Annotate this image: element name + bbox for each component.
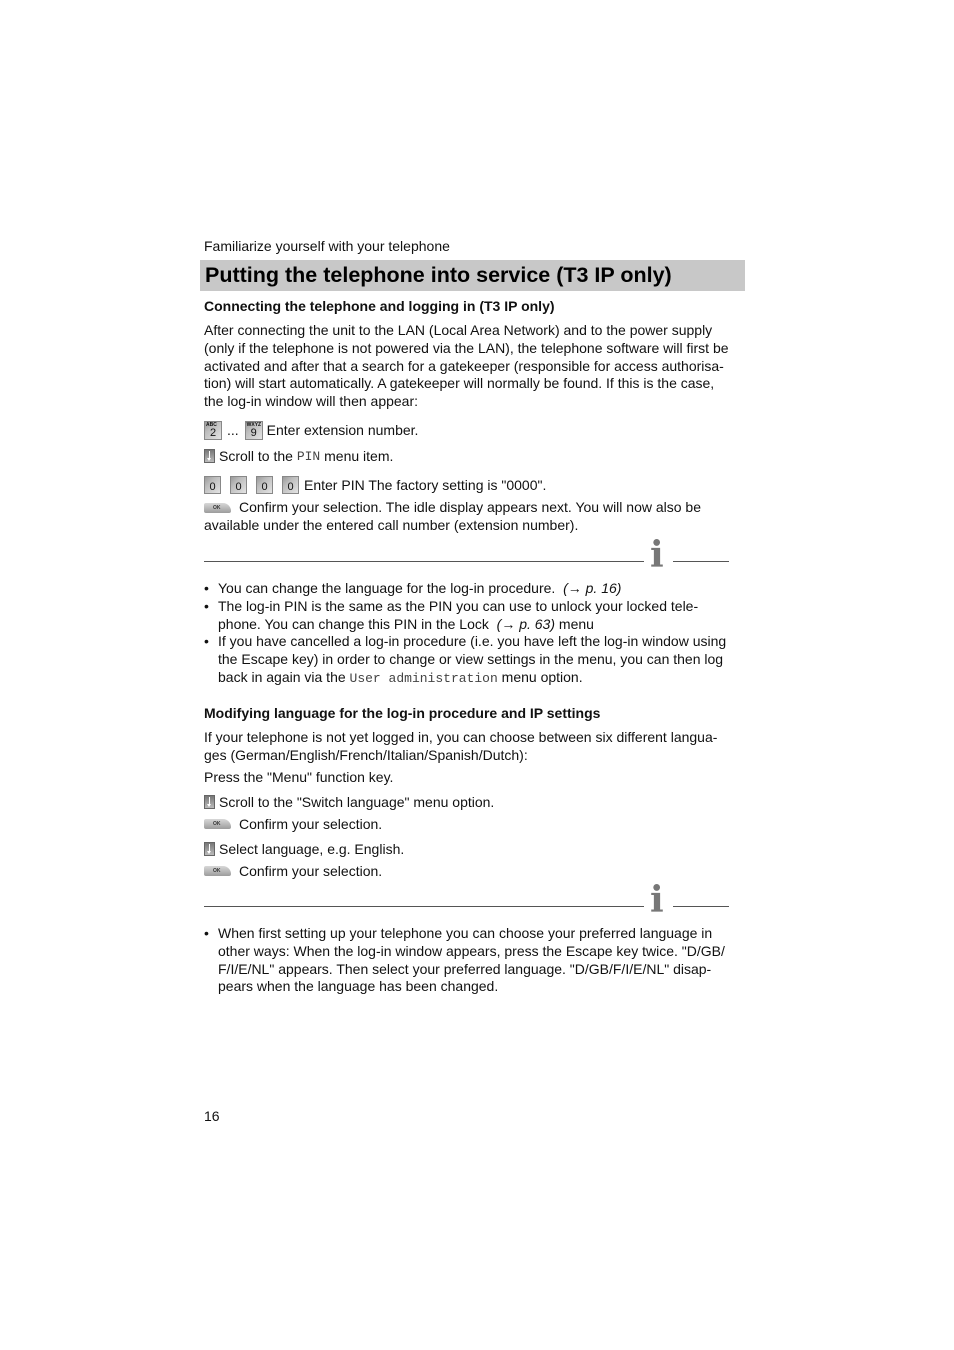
intro-line: activated and after that a search for a gatekeeper (responsible for access authorisa- [204, 357, 724, 374]
keypad-0-icon: 0 [256, 476, 273, 494]
info-icon: i [650, 879, 664, 921]
keypad-0-icon: 0 [230, 476, 247, 494]
scroll-down-icon [204, 795, 215, 809]
keypad-0-icon: 0 [282, 476, 299, 494]
menu-item-pin: PIN [296, 448, 321, 464]
scroll-down-icon [204, 842, 215, 856]
info-divider [204, 906, 644, 907]
menu-item-user-administration: User administration [349, 670, 498, 686]
step-select-language: Select language, e.g. English. [204, 839, 404, 859]
info-divider [673, 561, 729, 562]
step-scroll-pin [204, 446, 393, 466]
section1-heading: Connecting the telephone and logging in (T3 IP only) [204, 298, 555, 314]
press-menu-text: Press the "Menu" function key. [204, 769, 394, 785]
ok-key-icon: OK [204, 503, 231, 513]
step-confirm-1: OK Confirm your selection. [204, 814, 382, 834]
ellipsis: ... [227, 422, 239, 438]
info-notes-list [204, 580, 749, 688]
title-bar [200, 260, 745, 291]
info-divider [673, 906, 729, 907]
info-notes-list [204, 925, 749, 996]
section2-intro: If your telephone is not yet logged in, you can choose between six different langua- ges (German/English/French/Italian/Spanish/Dutch): [204, 729, 718, 763]
list-item: • You can change the language for the log-in procedure. (→ p. 16) [204, 580, 749, 598]
intro-line: tion) will start automatically. A gatekeeper will normally be found. If this is the case, [204, 375, 715, 392]
step-text: Enter extension number. [266, 422, 419, 438]
step-text: Enter PIN The factory setting is "0000". [304, 477, 547, 493]
ok-key-icon: OK [204, 866, 231, 876]
list-item: • If you have cancelled a log-in procedure (i.e. you have left the log-in window using the Escape key) in order to change or view settings in the menu, you can then log back in again via the User administration menu option. [204, 633, 749, 687]
page-reference: (→ p. 16) [563, 580, 622, 596]
intro-line: the log-in window will then appear: [204, 393, 419, 410]
step-scroll-switch-language: Scroll to the "Switch language" menu option. [204, 792, 494, 812]
section2-heading: Modifying language for the log-in procedure and IP settings [204, 705, 601, 721]
keypad-2-icon: ABC 2 [204, 421, 222, 440]
list-item: • When first setting up your telephone you can choose your preferred language in other ways: When the log-in window appears, press the Escape key twice. "D/GB/ F/I/E/NL" appears. Then select your preferred language. "D/GB/F/I/E/NL" disap- pears when the language has been changed. [204, 925, 749, 996]
step-text: Scroll to the [219, 448, 293, 464]
list-item: • The log-in PIN is the same as the PIN you can use to unlock your locked tele- phone. You can change this PIN in the Lock (→ p. 63) menu [204, 598, 749, 634]
keypad-0-icon: 0 [204, 476, 221, 494]
scroll-down-icon [204, 449, 215, 463]
keypad-9-icon: WXYZ 9 [246, 421, 262, 439]
step-text: Confirm your selection. The idle display appears next. You will now also be [239, 499, 701, 515]
running-header: Familiarize yourself with your telephone [204, 238, 450, 254]
page-title: Putting the telephone into service (T3 IP only) [205, 263, 672, 287]
step-text: available under the entered call number (extension number). [204, 516, 579, 533]
step-confirm-2: OK Confirm your selection. [204, 861, 382, 881]
step-enter-extension [204, 420, 418, 440]
page-number: 16 [204, 1108, 220, 1124]
page-reference: (→ p. 63) [496, 615, 556, 632]
ok-key-icon: OK [204, 819, 231, 829]
section1-intro [204, 322, 749, 411]
step-text: menu item. [324, 448, 394, 464]
intro-line: After connecting the unit to the LAN (Local Area Network) and to the power supply [204, 322, 713, 338]
step-enter-pin [204, 475, 546, 495]
intro-line: (only if the telephone is not powered via the LAN), the telephone software will first be [204, 339, 729, 356]
step-confirm [204, 499, 749, 535]
info-divider [204, 561, 644, 562]
info-icon: i [650, 534, 664, 576]
